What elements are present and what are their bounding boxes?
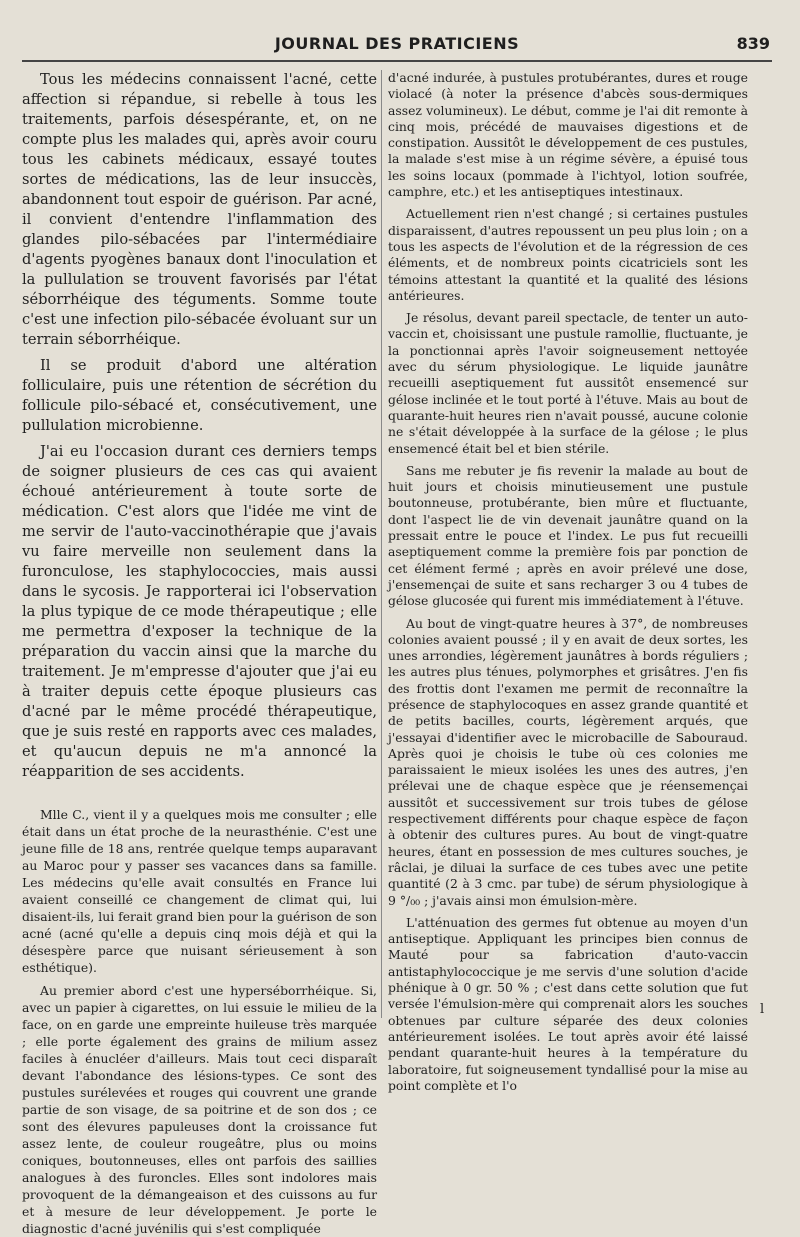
paragraph: d'acné indurée, à pustules protubérantes, dures et rouge violacé (à noter la présence d'abcès sous-dermiques assez volumineux). Le début, comme je l'ai dit remonte à cinq mois, précédé de mauvaises digestions et de constipation. Aussitôt le développement de ces pustules, la malade s'est mise à un régime sévère, a épuisé tous les soins locaux (pommade à l'ichtyol, lotion soufrée, camphre, etc.) et les antiseptiques intestinaux. [388, 70, 748, 200]
journal-title: JOURNAL DES PRATICIENS [274, 34, 520, 53]
paragraph: Tous les médecins connaissent l'acné, cette affection si répandue, si rebelle à tous les traitements, parfois désespérante, et, on ne compte plus les malades qui, après avoir couru tous les cabinets médicaux, essayé toutes sortes de médications, las de leur insuccès, abandonnent tout espoir de guérison. Par acné, il convient d'entendre l'inflammation des glandes pilo-sébacées par l'intermédiaire d'agents pyogènes banaux dont l'inoculation et la pullulation se trouvent favorisés par l'état séborrhéique des téguments. Somme toute c'est une infection pilo-sébacée évoluant sur un terrain séborrhéique. [22, 71, 377, 348]
running-header [22, 30, 772, 58]
paragraph: Je résolus, devant pareil spectacle, de tenter un auto-vaccin et, choisissant une pustule ramollie, fluctuante, je la ponctionnai après l'avoir soigneusement nettoyée avec du sérum physiologique. Le liquide jaunâtre recueilli aseptiquement fut aussitôt ensemencé sur gélose inclinée et le tout porté à l'étuve. Mais au bout de quarante-huit heures rien n'avait poussé, aucune colonie ne s'était développée à la surface de la gélose ; le plus ensemencé était bel et bien stérile. [388, 310, 748, 456]
paragraph: Sans me rebuter je fis revenir la malade au bout de huit jours et choisis minutieusement une pustule boutonneuse, protubérante, bien mûre et fluctuante, dont l'aspect lie de vin devenait jaunâtre quand on la pressait entre le pouce et l'index. Le pus fut recueilli aseptiquement comme la première fois par ponction de cet élément fermé ; après en avoir prélevé une dose, j'ensemençai de suite et sans recharger 3 ou 4 tubes de gélose glucosée qui furent mis immédiatement à l'étuve. [388, 462, 748, 609]
section-gap [22, 788, 377, 806]
observation-paragraph: Mlle C., vient il y a quelques mois me consulter ; elle était dans un état proche de la neurasthénie. C'est une jeune fille de 18 ans, rentrée quelque temps auparavant au Maroc pour y passer ses vacances dans sa famille. Les médecins qu'elle avait consultés en France lui avaient conseillé ce changement de climat qui, lui disaient-ils, lui ferait grand bien pour la guérison de son acné (acné qu'elle a depuis cinq mois déjà et qui la désespère parce que nuisant sérieusement à son esthétique). [22, 807, 377, 975]
observation-paragraph: Au premier abord c'est une hyperséborrhéique. Si, avec un papier à cigarettes, on lui essuie le milieu de la face, on en garde une empreinte huileuse très marquée ; elle porte également des grains de milium assez faciles à énucléer d'ailleurs. Mais tout ceci disparaît devant l'abondance des lésions-types. Ce sont des pustules surélevées et rouges qui couvrent une grande partie de son visage, de sa poitrine et de son dos ; ce sont des élevures papuleuses dont la croissance fut assez lente, de couleur rougeâtre, plus ou moins coniques, boutonneuses, elles ont parfois des saillies analogues à des furoncles. Elles sont indolores mais provoquent de la démangeaison et des cuissons au fur et à mesure de leur développement. Je porte le diagnostic d'acné juvénilis qui s'est compliquée [22, 983, 377, 1236]
right-column [388, 70, 748, 1093]
paragraph: Actuellement rien n'est changé ; si certaines pustules disparaissent, d'autres repoussent un peu plus loin ; on a tous les aspects de l'évolution et de la régression de ces éléments, et de nombreux points cicatriciels sont les témoins attestant la quantité et la qualité des lésions antérieures. [388, 206, 748, 303]
left-column [22, 70, 377, 1236]
paragraph: Il se produit d'abord une altération folliculaire, puis une rétention de sécrétion du follicule pilo-sébacé et, consécutivement, une pullulation microbienne. [22, 357, 377, 434]
header-rule [22, 60, 772, 62]
column-divider [381, 70, 382, 1018]
page-number: 839 [736, 34, 770, 53]
paragraph: L'atténuation des germes fut obtenue au moyen d'un antiseptique. Appliquant les principes bien connus de Mauté pour sa fabrication d'auto-vaccin antistaphylococcique je me servis d'une solution d'acide phénique à 0 gr. 50 % ; c'est dans cette solution que fut versée l'émulsion-mère qui comprenait alors les souches obtenues par culture séparée des deux colonies antérieurement isolées. Le tout après avoir été laissé pendant quarante-huit heures à la température du laboratoire, fut soigneusement tyndallisé pour la mise au point complète et l'o [388, 914, 748, 1093]
paragraph: Au bout de vingt-quatre heures à 37°, de nombreuses colonies avaient poussé ; il y en avait de deux sortes, les unes arrondies, légèrement jaunâtres à bords réguliers ; les autres plus ténues, polymorphes et grisâtres. J'en fis des frottis dont l'examen me permit de reconnaître la présence de staphylocoques en assez grande quantité et de petits bacilles, courts, légèrement arqués, que j'essayai d'identifier avec le microbacille de Sabouraud. Après quoi je choisis le tube où ces colonies me paraissaient le mieux isolées les unes des autres, j'en prélevai une de chaque espèce que je réensemençai aussitôt et successivement sur trois tubes de gélose respectivement différents pour chaque espèce de façon à obtenir des cultures pures. Au bout de vingt-quatre heures, étant en possession de mes cultures souches, je râclai, je diluai la surface de ces tubes avec une petite quantité (2 à 3 cmc. par tube) de sérum physiologique à 9 °/₀₀ ; j'avais ainsi mon émulsion-mère. [388, 615, 748, 908]
margin-mark: l [760, 1002, 765, 1017]
paragraph: J'ai eu l'occasion durant ces derniers temps de soigner plusieurs de ces cas qui avaient échoué antérieurement à toute sorte de médication. C'est alors que l'idée me vint de me servir de l'auto-vaccinothérapie que j'avais vu faire merveille non seulement dans la furonculose, les staphylococcies, mais aussi dans le sycosis. Je rapporterai ici l'observation la plus typique de ce mode thérapeutique ; elle me permettra d'exposer la technique de la préparation du vaccin ainsi que la marche du traitement. Je m'empresse d'ajouter que j'ai eu à traiter depuis cette époque plusieurs cas d'acné par le même procédé thérapeutique, que je suis resté en rapports avec ces malades, et qu'aucun depuis ne m'a annoncé la réapparition de ses accidents. [22, 443, 377, 780]
